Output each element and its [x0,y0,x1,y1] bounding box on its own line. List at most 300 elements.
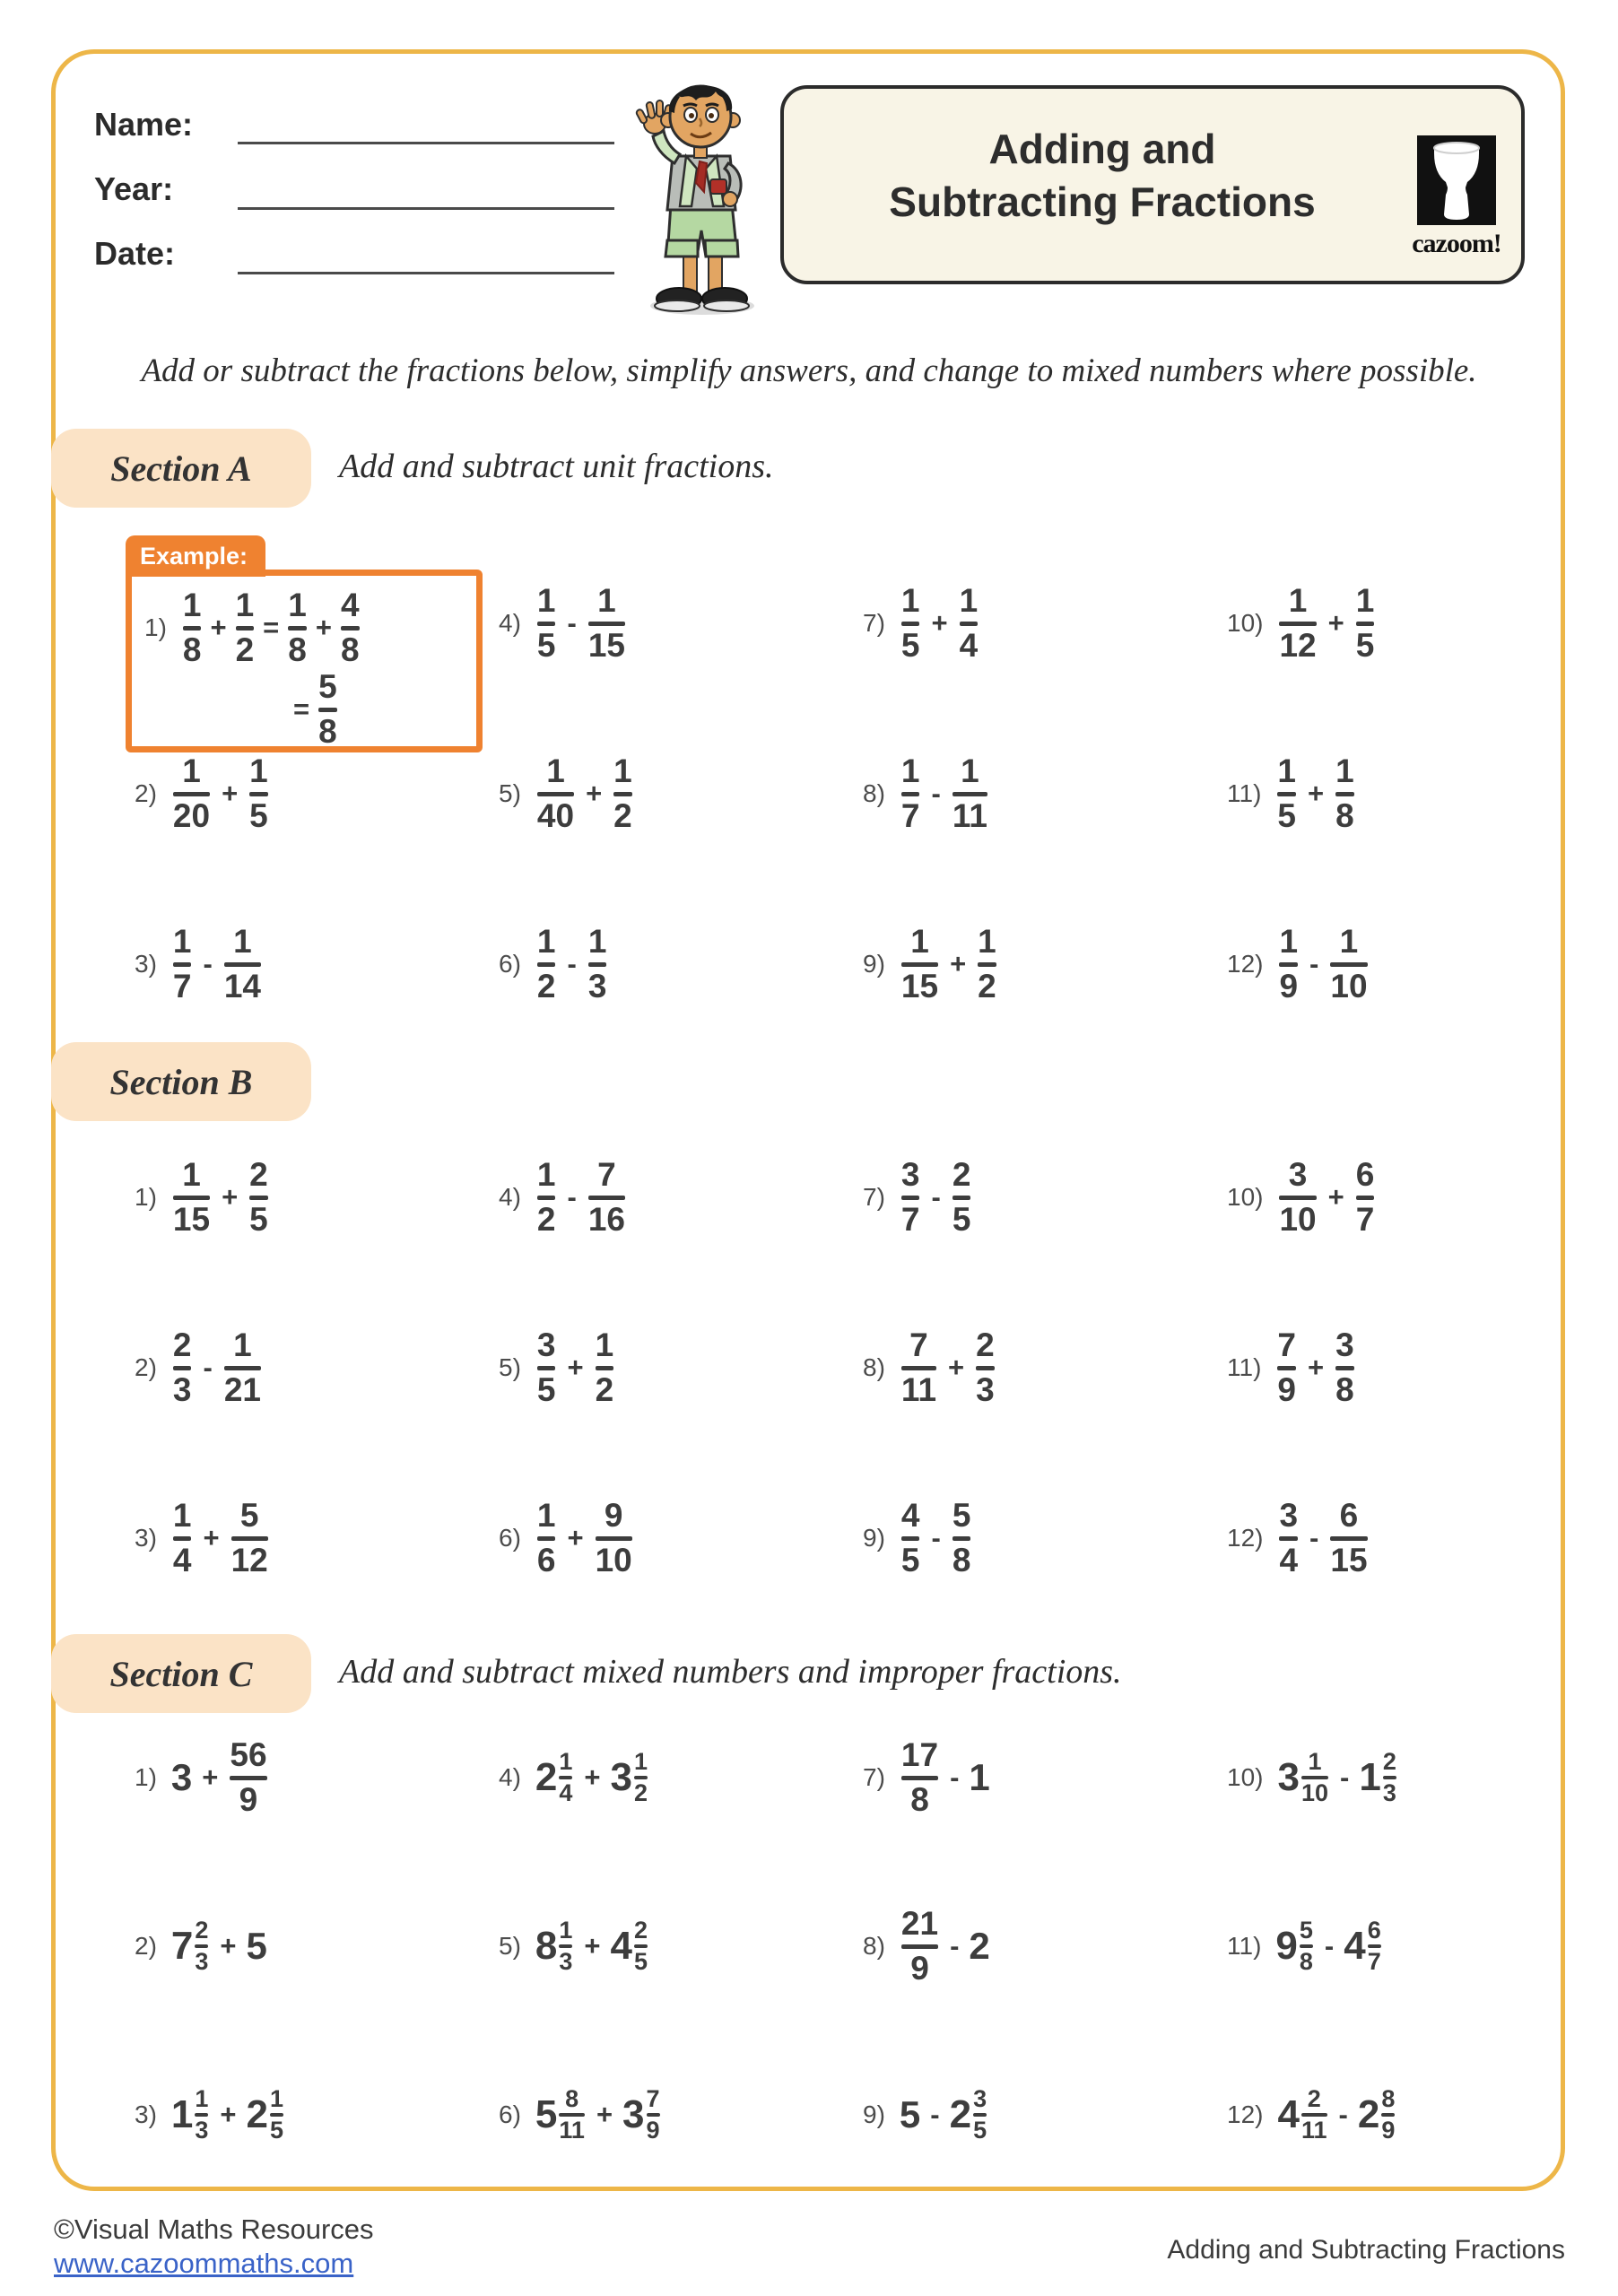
mixed-number [1275,1918,1315,1974]
problem-expression [1275,1918,1382,1974]
denominator: 11 [559,2117,585,2144]
numerator: 2 [952,1155,971,1193]
denominator: 7 [1355,1200,1375,1238]
problem [854,1693,1218,1862]
denominator: 2 [536,1200,556,1238]
fraction [171,922,194,1004]
fraction [1354,581,1377,664]
fraction [594,1328,616,1408]
fraction-bar [224,962,261,967]
operator: - [1324,1930,1335,1961]
denominator: 4 [559,1779,573,1806]
denominator: 2 [235,631,255,668]
denominator: 8 [288,631,307,668]
whole-number: 4 [1344,1924,1366,1968]
fraction-bar [901,792,920,796]
mixed-number [1277,1750,1330,1805]
numerator: 4 [900,1496,920,1534]
problem-expression [1275,1328,1355,1408]
fraction [1275,754,1298,834]
date-label: Date: [94,235,176,272]
instruction-text: Add or subtract the fractions below, simplify answers, and change to mixed numbers where possible. [141,352,1477,389]
fraction [535,922,558,1004]
fraction [557,1750,574,1805]
whole-number: 7 [170,1924,194,1968]
problem-expression [1277,581,1376,664]
numerator: 1 [546,752,565,789]
fraction [535,581,558,664]
fraction [1300,2087,1329,2143]
problem [126,1693,490,1862]
operator: + [220,1930,237,1961]
problem [1218,2031,1582,2199]
fraction [1334,1328,1356,1408]
fraction-bar [1279,1196,1316,1200]
problem [854,1283,1218,1453]
fraction-bar [173,1196,210,1200]
operator: + [1327,1181,1344,1213]
problem-expression [535,1496,634,1578]
mixed-number [1358,2087,1397,2143]
fraction [230,1496,270,1578]
denominator: 3 [559,1948,573,1975]
denominator: 15 [172,1200,211,1238]
numerator: 3 [900,1155,920,1193]
denominator: 5 [536,1370,556,1408]
operator: - [567,607,577,639]
fraction-bar [537,792,574,796]
fraction-bar [1335,1366,1354,1370]
fraction-bar [537,1536,556,1541]
problem-number: 4) [499,1763,521,1791]
fraction-bar [537,1196,556,1200]
fraction [958,581,980,664]
problem-number: 10) [1227,1183,1264,1211]
numerator: 1 [288,587,307,623]
numerator: 1 [1308,1748,1322,1775]
problem-expression [535,1328,615,1408]
denominator: 3 [195,1948,209,1975]
problem-expression [900,1328,996,1408]
problem [126,879,490,1049]
mixed-number [1277,2087,1328,2143]
fraction [1379,2087,1396,2143]
fraction-bar [173,962,192,967]
fraction [1275,1328,1298,1408]
whole-number: 2 [246,2092,269,2136]
numerator: 1 [172,922,192,960]
problem-number: 2) [135,1932,157,1960]
section-b-header [51,1042,311,1121]
operator: - [931,1522,941,1553]
fraction [900,1328,938,1408]
numerator: 1 [900,752,920,789]
denominator: 5 [900,1541,920,1578]
denominator: 5 [1277,796,1296,834]
fraction [535,754,576,834]
copyright-text: ©Visual Maths Resources [54,2213,374,2245]
numerator: 2 [172,1326,192,1363]
denominator: 16 [587,1200,625,1238]
section-a-problems [126,538,1582,1049]
problem-number: 9) [863,1524,885,1552]
problem-expression [171,1918,267,1974]
whole-number: 2 [1357,2092,1380,2136]
fraction [1334,754,1356,834]
problem [126,2031,490,2199]
name-line [238,142,614,144]
numerator: 1 [182,587,202,623]
denominator: 4 [1279,1541,1299,1578]
fraction [171,1328,194,1408]
fraction [171,1496,194,1578]
numerator: 7 [597,1155,616,1193]
drum-icon [1417,135,1496,225]
fraction-bar [953,1536,971,1541]
denominator: 2 [634,1779,648,1806]
problem-number: 4) [499,609,521,637]
numerator: 3 [1279,1496,1299,1534]
problem [1218,1693,1582,1862]
denominator: 4 [172,1541,192,1578]
fraction [612,754,634,834]
fraction-bar [537,1366,556,1370]
denominator: 10 [1330,967,1368,1004]
numerator: 1 [910,922,929,960]
fraction-bar [230,1776,266,1780]
denominator: 6 [536,1541,556,1578]
numerator: 1 [1355,581,1375,619]
fraction [900,1904,940,1987]
denominator: 11 [1300,2117,1327,2144]
fraction [587,581,627,664]
fraction-bar [224,1366,261,1370]
numerator: 1 [172,1496,192,1534]
problem-number: 10) [1227,1763,1264,1791]
whole-number: 1 [170,2092,194,2136]
fraction-bar [1356,622,1375,626]
denominator: 7 [172,967,192,1004]
numerator: 6 [1339,1496,1359,1534]
whole-number: 8 [535,1924,558,1968]
operator: + [596,2099,613,2130]
operator: = [293,693,310,726]
problem-expression [900,1155,972,1238]
denominator: 8 [952,1541,971,1578]
fraction-bar [537,962,556,967]
example-tab: Example: [126,535,265,577]
operator: + [202,1761,219,1793]
problem [490,2031,854,2199]
name-label: Name: [94,106,194,143]
numerator: 3 [1288,1155,1308,1193]
fraction-bar [1277,1366,1296,1370]
problem-number: 3) [135,2100,157,2128]
denominator: 9 [910,1949,929,1987]
fraction-bar [1277,792,1296,796]
fraction-bar [1356,1196,1375,1200]
problem-number: 7) [863,1183,885,1211]
problem-expression [900,1904,990,1987]
denominator: 3 [587,967,607,1004]
numerator: 1 [634,1748,648,1775]
operator: + [584,1761,601,1793]
fraction [1277,1496,1300,1578]
numerator: 8 [565,2085,579,2112]
problem [126,1453,490,1623]
fraction-bar [173,1536,192,1541]
problem [1218,879,1582,1049]
denominator: 7 [900,796,920,834]
integer: 1 [969,1756,990,1798]
problem-number: 1) [135,1763,157,1791]
denominator: 7 [1367,1948,1381,1975]
problem-expression [900,922,998,1004]
fraction [1354,1155,1377,1238]
problem [854,2031,1218,2199]
denominator: 9 [239,1780,258,1818]
denominator: 5 [249,796,268,834]
section-c-problems [126,1693,1582,2199]
problem [490,709,854,879]
numerator: 4 [340,587,360,623]
denominator: 11 [952,796,987,834]
denominator: 5 [249,1200,268,1238]
operator: = [263,612,280,644]
section-b-problems [126,1112,1582,1623]
problem-number: 10) [1227,609,1264,637]
problem [490,538,854,709]
numerator: 9 [604,1496,623,1534]
fraction [1381,1750,1398,1805]
problem-expression [900,1735,990,1818]
fraction-bar [978,962,996,967]
problem [1218,538,1582,709]
fraction [228,1735,268,1818]
section-c-description: Add and subtract mixed numbers and improper fractions. [339,1653,1122,1691]
operator: + [220,2099,237,2130]
problem [490,1693,854,1862]
fraction [171,754,212,834]
operator: + [567,1352,584,1383]
problem-expression [1275,754,1355,834]
fraction-bar [901,962,938,967]
denominator: 5 [1355,626,1375,664]
fraction-bar [901,1366,936,1370]
problem-number: 2) [135,1353,157,1381]
fraction-bar [588,1196,625,1200]
problem [126,1112,490,1283]
denominator: 2 [978,967,996,1004]
problem-number: 9) [863,950,885,978]
whole-number: 2 [535,1755,558,1799]
section-a-label: Section A [110,448,252,489]
problem-number: 6) [499,2100,521,2128]
fraction-bar [901,622,920,626]
operator: + [1307,1352,1325,1383]
operator: - [930,2099,940,2130]
problem-expression [1277,922,1369,1004]
section-a-description: Add and subtract unit fractions. [339,448,774,485]
numerator: 6 [1367,1917,1381,1944]
title-line2: Subtracting Fractions [889,178,1316,225]
operator: - [931,1181,941,1213]
numerator: 1 [587,922,607,960]
fraction [951,754,989,834]
problem-number: 8) [863,779,885,807]
operator: + [567,1522,584,1553]
fraction [535,1155,558,1238]
problem-number: 3) [135,1524,157,1552]
numerator: 1 [233,1326,252,1363]
section-a-header [51,429,311,508]
operator: + [222,778,239,809]
problem-expression [171,922,263,1004]
problem [126,709,490,879]
problem-number: 6) [499,1524,521,1552]
operator: + [203,1522,220,1553]
problem-number: 5) [499,1932,521,1960]
mixed-number [950,2087,989,2143]
problem [854,709,1218,879]
integer: 5 [899,2093,921,2135]
denominator: 8 [1299,1948,1313,1975]
numerator: 7 [1277,1326,1296,1363]
problem-expression [535,754,634,834]
denominator: 10 [1300,1779,1328,1806]
student-cartoon-image [617,56,777,317]
numerator: 5 [318,667,337,705]
mixed-number [1344,1918,1383,1974]
fraction-bar [901,1536,920,1541]
fraction [971,2087,988,2143]
problem-number: 11) [1227,1932,1262,1960]
numerator: 2 [976,1326,995,1363]
fraction [900,754,922,834]
whole-number: 3 [622,2092,645,2136]
numerator: 1 [233,922,252,960]
fraction [1328,922,1369,1004]
problem-expression [535,1155,627,1238]
fraction-bar [231,1536,268,1541]
problem-number: 7) [863,609,885,637]
problem-expression [1277,1155,1376,1238]
fraction [268,2087,285,2143]
numerator: 1 [249,752,268,789]
problem-number: 12) [1227,950,1264,978]
problem-expression [171,1328,263,1408]
numerator: 5 [952,1496,971,1534]
numerator: 1 [597,581,616,619]
mixed-number [611,1750,650,1805]
website-link[interactable]: www.cazoommaths.com [54,2248,354,2279]
numerator: 8 [1381,2085,1396,2112]
operator: - [1309,1522,1319,1553]
mixed-number [611,1918,650,1974]
numerator: 1 [961,752,979,789]
operator: + [1307,778,1325,809]
fraction-bar [1279,622,1316,626]
problem-expression [171,2087,285,2143]
mixed-number [535,2087,587,2143]
fraction [557,2087,587,2143]
fraction [632,1750,649,1805]
fraction [248,754,270,834]
numerator: 1 [536,1496,556,1534]
year-line [238,207,614,210]
denominator: 12 [1279,626,1317,664]
fraction-bar [1330,1536,1367,1541]
problem [490,1453,854,1623]
fraction [900,922,940,1004]
mixed-number [535,1918,575,1974]
operator: + [948,1352,965,1383]
denominator: 3 [976,1370,995,1408]
numerator: 1 [195,2085,209,2112]
denominator: 5 [900,626,920,664]
numerator: 6 [1355,1155,1375,1193]
denominator: 10 [1279,1200,1317,1238]
section-c-label: Section C [109,1653,253,1694]
whole-number: 1 [1359,1755,1381,1799]
denominator: 8 [318,712,337,750]
operator: + [931,607,948,639]
problem-expression [900,581,979,664]
problem-number: 7) [863,1763,885,1791]
numerator: 1 [1339,922,1359,960]
fraction [645,2087,662,2143]
problem-number: 3) [135,950,157,978]
fraction-bar [249,1196,268,1200]
problem [1218,1112,1582,1283]
problem-number: 6) [499,950,521,978]
mixed-number [171,1918,211,1974]
fraction-bar [1335,792,1354,796]
problem-expression [535,581,627,664]
operator: + [222,1181,239,1213]
operator: - [950,1930,960,1961]
fraction-bar [976,1366,995,1370]
integer: 2 [969,1925,990,1967]
whole-number: 4 [1277,2092,1300,2136]
fraction-bar [173,1366,192,1370]
denominator: 3 [172,1370,192,1408]
problem [1218,1283,1582,1453]
operator: - [931,778,941,809]
fraction-bar [1330,962,1367,967]
logo-wordmark: cazoom! [1412,229,1501,258]
problem-expression [900,2087,988,2143]
fraction [976,922,998,1004]
numerator: 7 [646,2085,660,2112]
fraction [900,581,922,664]
problem [854,1862,1218,2031]
problem-number: 12) [1227,2100,1264,2128]
problem-expression [535,1750,649,1805]
whole-number: 3 [610,1755,633,1799]
denominator: 8 [1335,1370,1354,1408]
fraction-bar [953,1196,971,1200]
problem [490,1112,854,1283]
fraction [1277,922,1300,1004]
worksheet-title [811,123,1394,229]
numerator: 56 [230,1735,267,1773]
fraction [193,2087,210,2143]
numerator: 5 [1299,1917,1313,1944]
denominator: 5 [973,2117,987,2144]
denominator: 9 [1381,2117,1396,2144]
numerator: 3 [1335,1326,1354,1363]
